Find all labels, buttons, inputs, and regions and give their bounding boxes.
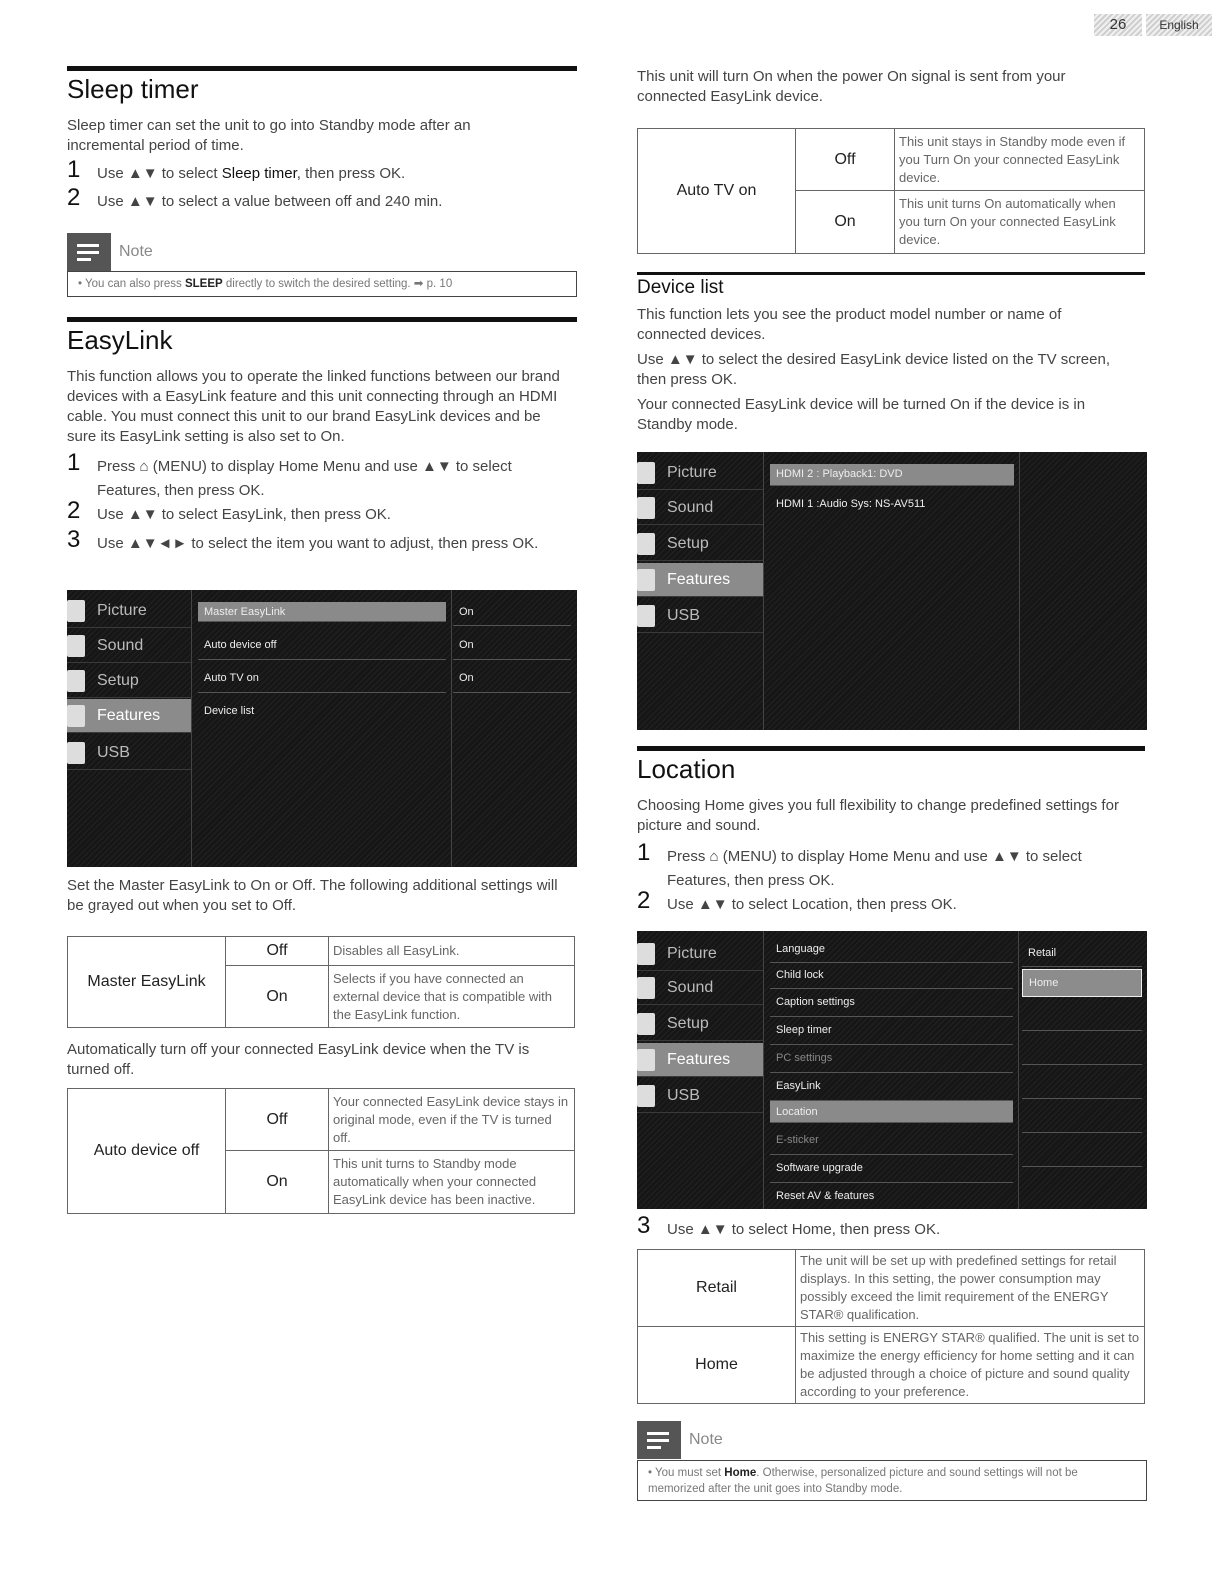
category-sound: Sound [637, 491, 763, 525]
table-desc: Disables all EasyLink. [329, 937, 575, 966]
step-number: 3 [637, 1212, 651, 1239]
table-value: On [226, 1151, 329, 1214]
category-picture: Picture [67, 594, 191, 628]
device-entry-hdmi1: HDMI 1 :Audio Sys: NS-AV511 [776, 498, 926, 510]
device-list-menu-screenshot [637, 452, 1147, 730]
step-text: Use ▲▼◄► to select the item you want to adjust, then press OK. [97, 535, 539, 552]
table-value: Off [796, 129, 895, 191]
category-features: Features [637, 563, 763, 597]
table-value: Off [226, 1089, 329, 1151]
category-usb: USB [67, 736, 191, 770]
category-sound: Sound [637, 971, 763, 1005]
page-number: 26 [1109, 16, 1127, 33]
sleep-timer-step-1 [67, 156, 557, 186]
menu-item-caption-settings: Caption settings [770, 989, 1013, 1017]
category-sound: Sound [67, 629, 191, 663]
location-menu-screenshot [637, 931, 1147, 1209]
note-text: • You must set [648, 1467, 725, 1479]
easylink-heading: EasyLink [67, 325, 173, 355]
menu-item-location: Location [770, 1101, 1013, 1123]
table-value: On [796, 191, 895, 254]
device-entry-hdmi2: HDMI 2 : Playback1: DVD [770, 464, 1014, 486]
menu-item-reset-av: Reset AV & features [776, 1190, 875, 1202]
category-column [67, 590, 192, 867]
location-table [637, 1249, 1145, 1404]
table-key: Home [638, 1327, 796, 1404]
menu-item-easylink: EasyLink [770, 1073, 1013, 1101]
category-column [637, 452, 764, 730]
location-note [637, 1460, 1147, 1501]
step-text: , then press OK. [296, 165, 406, 182]
table-value: On [226, 966, 329, 1028]
location-step-3 [637, 1212, 1137, 1242]
step-bold: Sleep timer [221, 165, 297, 182]
menu-item-software-upgrade: Software upgrade [770, 1155, 1013, 1183]
table-desc: This unit stays in Standby mode even if you Turn On your connected EasyLink device. [895, 129, 1145, 191]
category-setup: Setup [67, 664, 191, 698]
category-column [637, 931, 764, 1209]
step-text: Press ⌂ (MENU) to display Home Menu and use ▲▼ to select Features, then press OK. [97, 458, 512, 499]
section-rule [67, 66, 577, 71]
note-bold: Home [724, 1467, 757, 1479]
device-list-p3: Your connected EasyLink device will be turned On if the device is in Standby mode. [637, 396, 1086, 433]
step-text: Use ▲▼ to select EasyLink, then press OK. [97, 506, 391, 523]
subsection-rule [637, 272, 1145, 275]
step-number: 1 [637, 839, 651, 866]
master-easylink-description: Set the Master EasyLink to On or Off. The following additional settings will be grayed out when you set to Off. [67, 877, 558, 914]
table-desc: This setting is ENERGY STAR® qualified. The unit is set to maximize the energy efficiency for home setting and it can be adjusted through a choice of picture and sound quality according to your preference. [796, 1327, 1145, 1404]
table-key: Auto device off [68, 1089, 226, 1214]
easylink-step-1 [67, 449, 562, 503]
device-list-p1: This function lets you see the product model number or name of connected devices. [637, 306, 1062, 343]
table-key: Auto TV on [638, 129, 796, 254]
master-easylink-table [67, 936, 575, 1028]
category-features: Features [637, 1043, 763, 1077]
easylink-menu-screenshot [67, 590, 577, 867]
auto-device-off-intro: Automatically turn off your connected EasyLink device when the TV is turned off. [67, 1041, 530, 1078]
step-text: Press ⌂ (MENU) to display Home Menu and use ▲▼ to select Features, then press OK. [667, 848, 1082, 889]
menu-value-home: Home [1022, 969, 1142, 997]
category-picture: Picture [637, 937, 763, 971]
note-text: . Otherwise, personalized picture and sound settings will not be memorized after the unit goes into Standby mode. [648, 1467, 1078, 1495]
language-label: English [1159, 18, 1199, 32]
menu-item-e-sticker: E-sticker [770, 1127, 1013, 1155]
step-number: 2 [67, 184, 81, 211]
language-badge [1146, 14, 1212, 36]
table-desc: The unit will be set up with predefined settings for retail displays. In this setting, the power consumption may possibly exceed the limit requirement of the ENERGY STAR® qualification. [796, 1250, 1145, 1327]
location-step-1 [637, 839, 1137, 893]
category-setup: Setup [637, 1007, 763, 1041]
device-list-p2: Use ▲▼ to select the desired EasyLink device listed on the TV screen, then press OK. [637, 351, 1110, 388]
note-header [637, 1421, 937, 1459]
section-rule [637, 746, 1145, 751]
sleep-timer-intro: Sleep timer can set the unit to go into Standby mode after an incremental period of time. [67, 117, 471, 154]
location-heading: Location [637, 754, 736, 784]
menu-value: On [453, 602, 571, 626]
device-list-heading: Device list [637, 277, 724, 298]
table-value: Off [226, 937, 329, 966]
note-icon [637, 1421, 681, 1459]
auto-tv-on-intro: This unit will turn On when the power On signal is sent from your connected EasyLink device. [637, 68, 1066, 105]
category-usb: USB [637, 1079, 763, 1113]
step-text: Use ▲▼ to select Home, then press OK. [667, 1221, 941, 1238]
table-key: Retail [638, 1250, 796, 1327]
table-desc: Selects if you have connected an external device that is compatible with the EasyLink function. [329, 966, 575, 1028]
table-desc: This unit turns to Standby mode automatically when your connected EasyLink device has been inactive. [329, 1151, 575, 1214]
step-number: 3 [67, 526, 81, 553]
page-number-badge [1094, 14, 1142, 36]
note-text: directly to switch the desired setting. ➡ p. 10 [222, 278, 453, 290]
note-bold: SLEEP [184, 278, 223, 290]
menu-item-device-list: Device list [204, 705, 255, 717]
step-number: 1 [67, 156, 81, 183]
easylink-intro: This function allows you to operate the linked functions between our brand devices with a EasyLink feature and this unit connecting through an HDMI cable. You must connect this unit to our brand EasyLink devices and be sure its EasyLink setting is also set to On. [67, 368, 560, 445]
location-step-2 [637, 887, 1137, 917]
menu-value-retail: Retail [1022, 941, 1142, 967]
note-label: Note [689, 1431, 723, 1448]
table-desc: Your connected EasyLink device stays in original mode, even if the TV is turned off. [329, 1089, 575, 1151]
sleep-timer-step-2 [67, 184, 557, 214]
sleep-timer-note [67, 271, 577, 297]
note-text: • You can also press [78, 278, 185, 290]
easylink-step-2 [67, 497, 562, 527]
menu-item-auto-tv-on: Auto TV on [198, 667, 446, 693]
menu-item-master-easylink: Master EasyLink [198, 602, 446, 622]
category-picture: Picture [637, 456, 763, 490]
auto-device-off-table [67, 1088, 575, 1214]
section-rule [67, 317, 577, 322]
step-text: Use ▲▼ to select Location, then press OK. [667, 896, 957, 913]
menu-item-language: Language [770, 937, 1013, 963]
menu-item-pc-settings: PC settings [770, 1045, 1013, 1073]
note-header [67, 233, 367, 271]
step-number: 2 [637, 887, 651, 914]
note-label: Note [119, 243, 153, 260]
auto-tv-on-table [637, 128, 1145, 254]
menu-value: On [453, 667, 571, 693]
step-text: Use ▲▼ to select a value between off and 240 min. [97, 193, 443, 210]
table-key: Master EasyLink [68, 937, 226, 1028]
category-features: Features [67, 699, 191, 733]
easylink-step-3 [67, 526, 562, 556]
menu-item-child-lock: Child lock [770, 963, 1013, 989]
menu-item-sleep-timer: Sleep timer [770, 1017, 1013, 1045]
note-icon [67, 233, 111, 271]
step-number: 1 [67, 449, 81, 476]
location-intro: Choosing Home gives you full flexibility to change predefined settings for picture and sound. [637, 797, 1119, 834]
step-text: Use ▲▼ to select [97, 165, 222, 182]
menu-value: On [453, 634, 571, 660]
menu-item-auto-device-off: Auto device off [198, 634, 446, 660]
table-desc: This unit turns On automatically when you turn On your connected EasyLink device. [895, 191, 1145, 254]
category-usb: USB [637, 599, 763, 633]
step-number: 2 [67, 497, 81, 524]
category-setup: Setup [637, 527, 763, 561]
sleep-timer-heading: Sleep timer [67, 74, 199, 104]
